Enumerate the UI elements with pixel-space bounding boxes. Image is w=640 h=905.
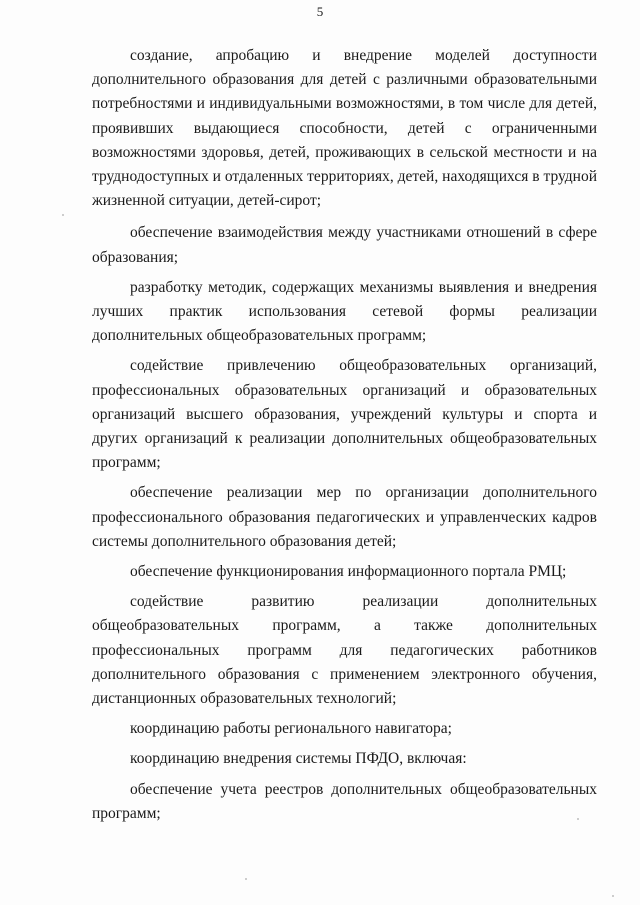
- paragraph-involvement: содействие привлечению общеобразовательных организаций, профессиональных образовательных организаций и образовательных организаций высшего образования, учреждений культуры и спорта и других организаций к реализации дополнительных общеобразовательных программ;: [92, 357, 597, 472]
- scan-speck: [245, 878, 247, 880]
- scan-speck: [62, 214, 64, 216]
- page-number: 5: [316, 4, 324, 19]
- scan-speck: [612, 895, 614, 897]
- body-text: [92, 44, 597, 832]
- paragraph-models-accessibility: создание, апробацию и внедрение моделей доступности дополнительного образования для детей с различными образовательными потребностями и индивидуальными возможностями, в том числе для детей, проявивших выдающиеся способности, детей с ограниченными возможностями здоровья, детей, проживающих в сельской местности и на труднодоступных и отдаленных территориях, детей, находящихся в трудной жизненной ситуации, детей-сирот;: [92, 47, 597, 210]
- paragraph-e-learning: содействие развитию реализации дополнительных общеобразовательных программ, а также дополнительных профессиональных программ для педагогических работников дополнительного образования с применением электронного обучения, дистанционных образовательных технологий;: [92, 593, 597, 708]
- paragraph-info-portal: обеспечение функционирования информационного портала РМЦ;: [130, 563, 567, 581]
- paragraph-professional-education: обеспечение реализации мер по организации дополнительного профессионального образования педагогических и управленческих кадров системы дополнительного образования детей;: [92, 484, 597, 550]
- paragraph-registry-accounting: обеспечение учета реестров дополнительных общеобразовательных программ;: [92, 780, 597, 822]
- paragraph-interaction: обеспечение взаимодействия между участниками отношений в сфере образования;: [92, 224, 597, 266]
- paragraph-methodologies: разработку методик, содержащих механизмы выявления и внедрения лучших практик использования сетевой формы реализации дополнительных общеобразовательных программ;: [92, 278, 597, 345]
- paragraph-pfdo-coordination: координацию внедрения системы ПФДО, включая:: [130, 750, 467, 768]
- paragraph-regional-navigator: координацию работы регионального навигатора;: [130, 720, 452, 738]
- scan-speck: [577, 818, 579, 820]
